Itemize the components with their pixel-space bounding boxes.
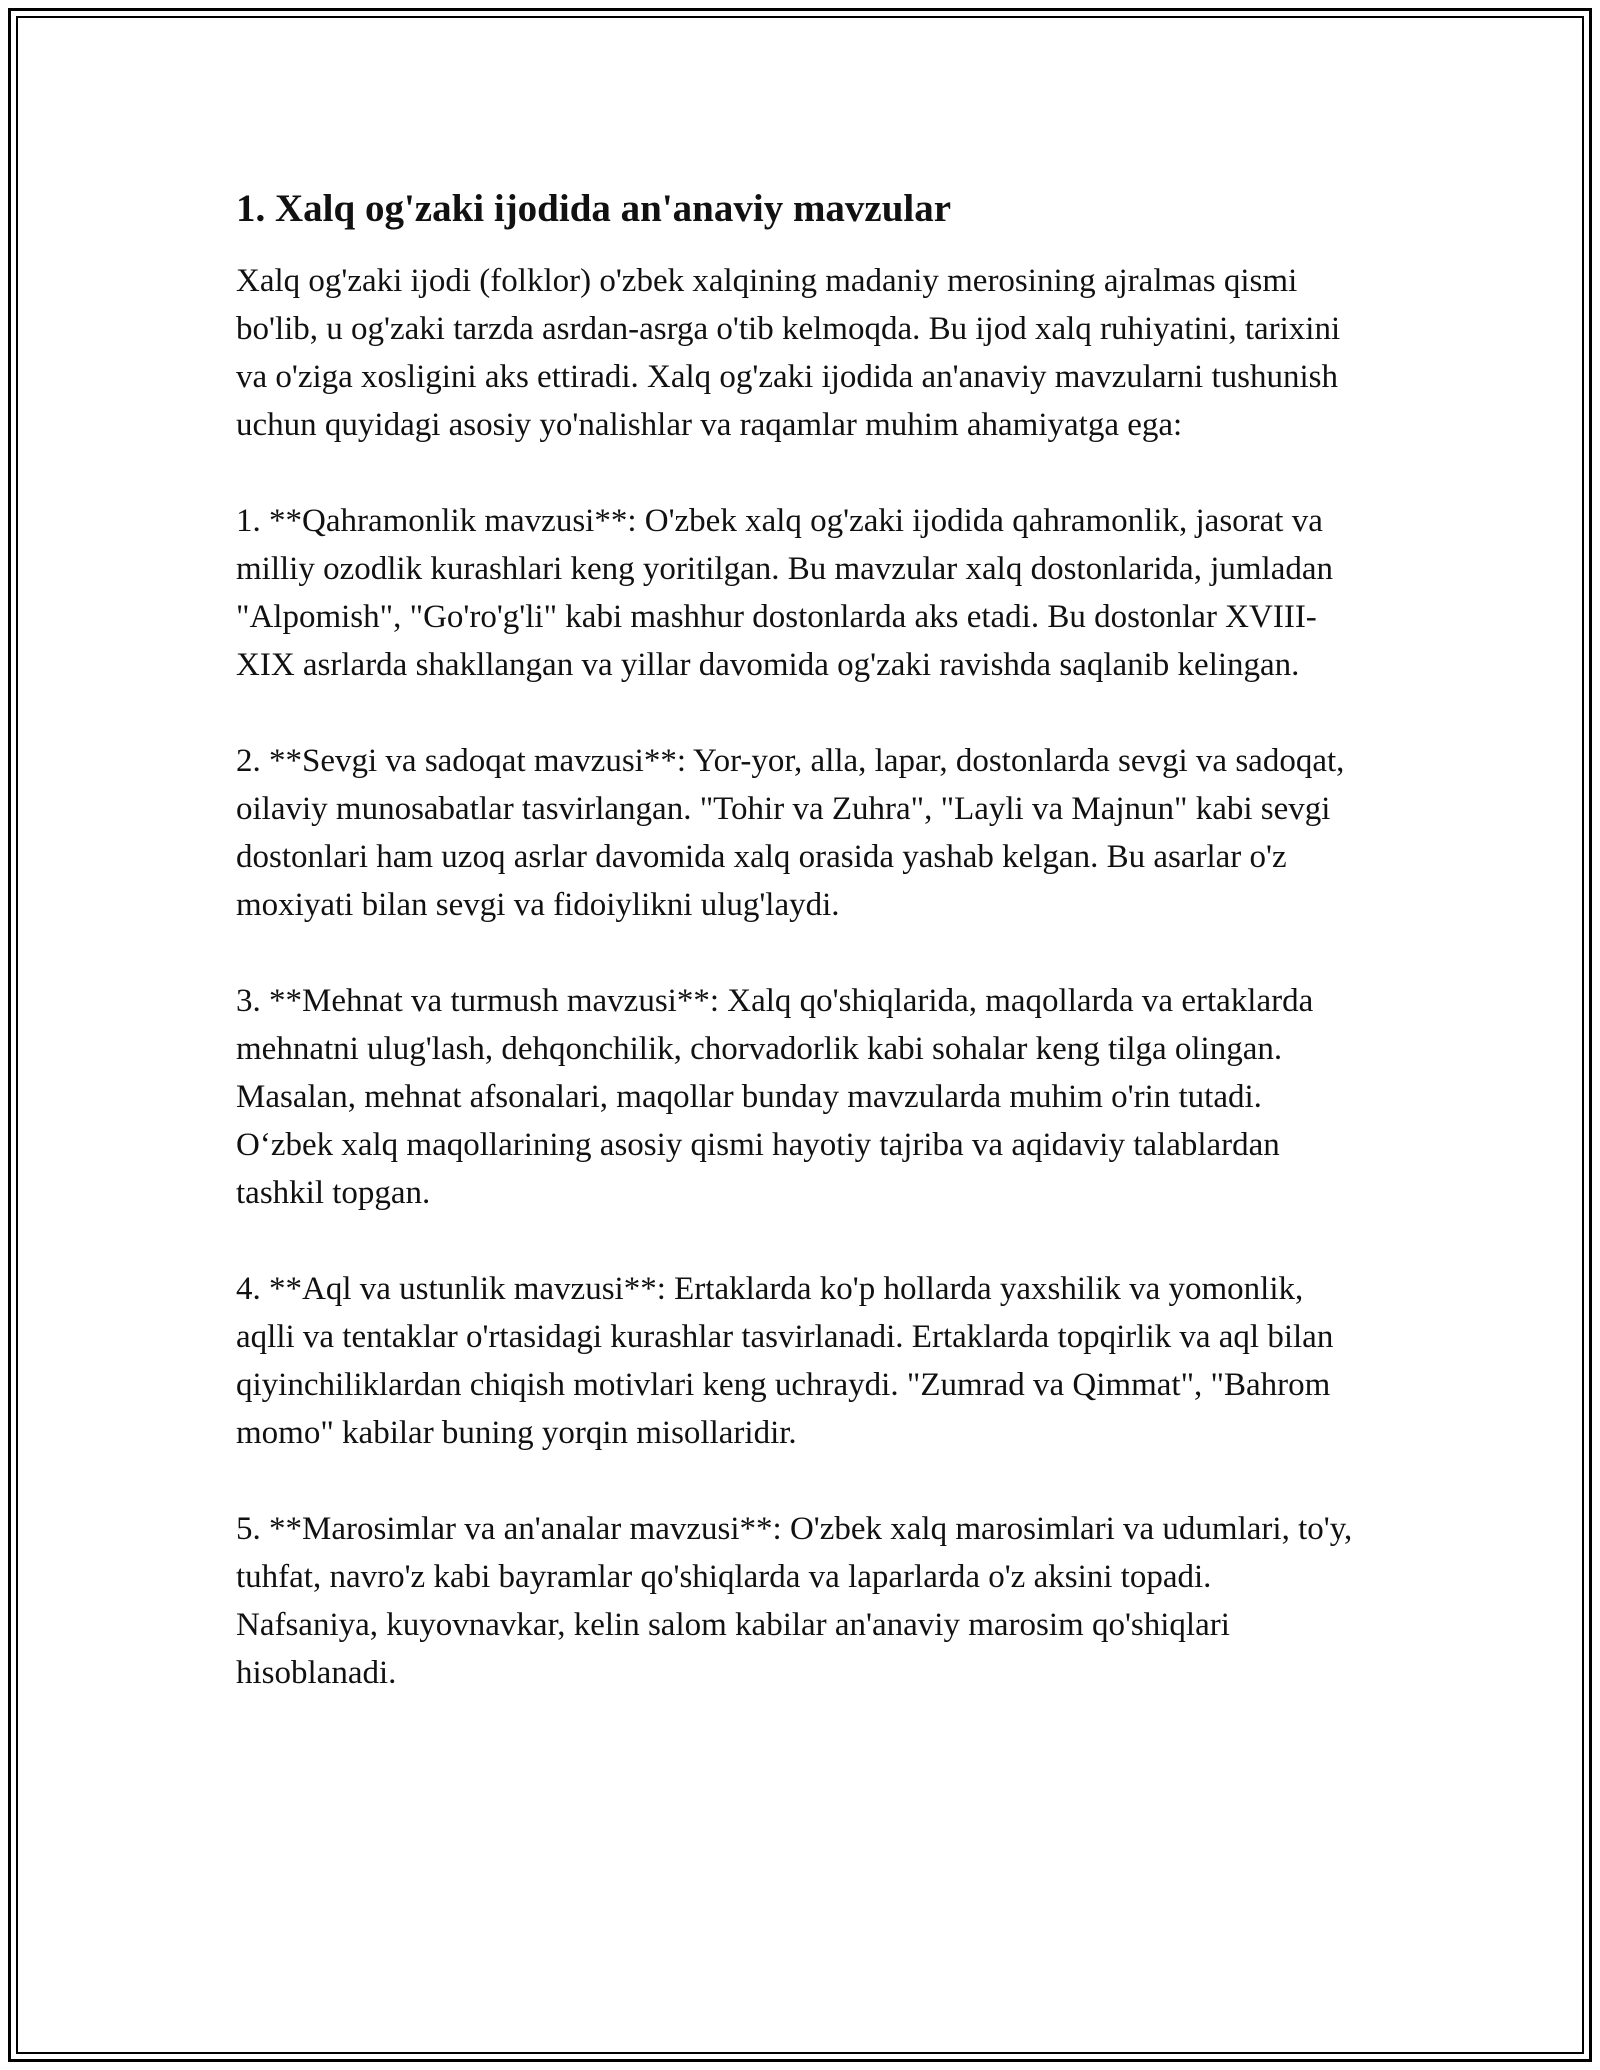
paragraph-labor: 3. **Mehnat va turmush mavzusi**: Xalq qo'shiqlarida, maqollarda va ertaklarda mehnatni ulug'lash, dehqonchilik, chorvadorlik kabi sohalar keng tilga olingan. Masalan, mehnat afsonalari, maqollar bunday mavzularda muhim o'rin tutadi. O‘zbek xalq maqollarining asosiy qismi hayotiy tajriba va aqidaviy talablardan tashkil topgan. [236, 983, 1314, 1211]
paragraph-intro: Xalq og'zaki ijodi (folklor) o'zbek xalqining madaniy merosining ajralmas qismi bo'lib, u og'zaki tarzda asrdan-asrga o'tib kelmoqda. Bu ijod xalq ruhiyatini, tarixini va o'ziga xosligini aks ettiradi. Xalq og'zaki ijodida an'anaviy mavzularni tushunish uchun quyidagi asosiy yo'nalishlar va raqamlar muhim ahamiyatga ega: [236, 263, 1341, 443]
document-body [236, 185, 1356, 1745]
paragraph-love: 2. **Sevgi va sadoqat mavzusi**: Yor-yor, alla, lapar, dostonlarda sevgi va sadoqat, oilaviy munosabatlar tasvirlangan. "Tohir va Zuhra", "Layli va Majnun" kabi sevgi dostonlari ham uzoq asrlar davomida xalq orasida yashab kelgan. Bu asarlar o'z moxiyati bilan sevgi va fidoiylikni ulug'laydi. [236, 743, 1345, 923]
paragraph-heroism: 1. **Qahramonlik mavzusi**: O'zbek xalq og'zaki ijodida qahramonlik, jasorat va milliy ozodlik kurashlari keng yoritilgan. Bu mavzular xalq dostonlarida, jumladan "Alpomish", "Go'ro'g'li" kabi mashhur dostonlarda aks etadi. Bu dostonlar XVIII-XIX asrlarda shakllangan va yillar davomida og'zaki ravishda saqlanib kelingan. [236, 503, 1334, 683]
document-title: 1. Xalq og'zaki ijodida an'anaviy mavzular [236, 187, 952, 230]
paragraph-rituals: 5. **Marosimlar va an'analar mavzusi**: O'zbek xalq marosimlari va udumlari, to'y, tuhfat, navro'z kabi bayramlar qo'shiqlarda va laparlarda o'z aksini topadi. Nafsaniya, kuyovnavkar, kelin salom kabilar an'anaviy marosim qo'shiqlari hisoblanadi. [236, 1511, 1353, 1691]
paragraph-wisdom: 4. **Aql va ustunlik mavzusi**: Ertaklarda ko'p hollarda yaxshilik va yomonlik, aqlli va tentaklar o'rtasidagi kurashlar tasvirlanadi. Ertaklarda topqirlik va aql bilan qiyinchiliklardan chiqish motivlari keng uchraydi. "Zumrad va Qimmat", "Bahrom momo" kabilar buning yorqin misollaridir. [236, 1271, 1334, 1451]
